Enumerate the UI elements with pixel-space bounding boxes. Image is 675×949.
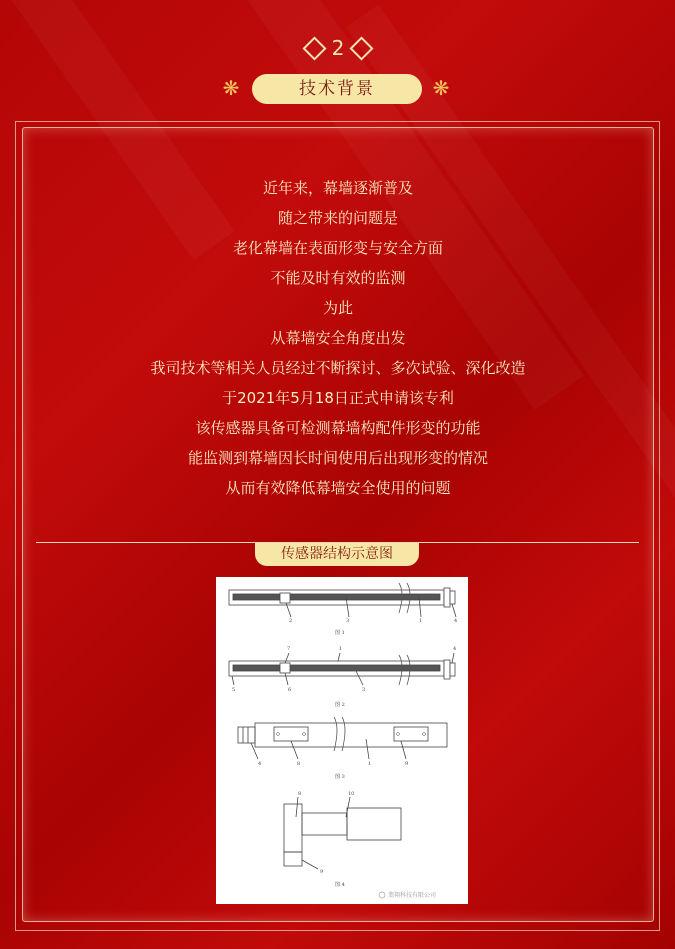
svg-text:8: 8 <box>298 791 302 797</box>
fig-label-2: 图 2 <box>335 702 345 708</box>
left-diamond-ornament <box>302 36 326 60</box>
svg-text:4: 4 <box>454 618 458 624</box>
fig-label-4: 图 4 <box>335 882 345 888</box>
body-line: 于2021年5月18日正式申请该专利 <box>222 389 454 407</box>
right-diamond-ornament <box>349 36 373 60</box>
svg-text:4: 4 <box>453 646 457 652</box>
body-line: 为此 <box>322 299 353 317</box>
body-line: 近年来，幕墙逐渐普及 <box>262 179 413 197</box>
left-flower-icon: ❋ <box>222 76 240 100</box>
svg-text:2: 2 <box>289 618 293 624</box>
body-line: 该传感器具备可检测幕墙构配件形变的功能 <box>195 419 481 437</box>
body-line: 从而有效降低幕墙安全使用的问题 <box>225 479 451 497</box>
figure-caption: 传感器结构示意图 <box>255 543 419 566</box>
svg-text:4: 4 <box>258 761 262 767</box>
svg-text:9: 9 <box>320 869 324 875</box>
watermark-text: 翡翔科技有限公司 <box>388 892 437 899</box>
fig-label-1: 图 1 <box>335 630 345 636</box>
svg-text:8: 8 <box>297 761 301 767</box>
svg-text:1: 1 <box>368 761 372 767</box>
body-text <box>22 173 654 503</box>
body-line: 不能及时有效的监测 <box>270 269 406 287</box>
svg-text:1: 1 <box>339 646 343 652</box>
body-line: 能监测到幕墙因长时间使用后出现形变的情况 <box>187 449 488 467</box>
sensor-structure-diagram <box>216 577 468 904</box>
svg-text:3: 3 <box>362 687 366 693</box>
svg-text:1: 1 <box>419 618 423 624</box>
body-line: 老化幕墙在表面形变与安全方面 <box>232 239 443 257</box>
svg-text:3: 3 <box>346 618 350 624</box>
section-number: 2 <box>331 36 345 60</box>
section-number-badge <box>300 36 376 62</box>
svg-text:6: 6 <box>288 687 292 693</box>
svg-text:10: 10 <box>348 791 355 797</box>
body-line: 从幕墙安全角度出发 <box>270 329 406 347</box>
svg-text:5: 5 <box>232 687 236 693</box>
body-line: 随之带来的问题是 <box>277 209 398 227</box>
body-line: 我司技术等相关人员经过不断探讨、多次试验、深化改造 <box>150 359 526 377</box>
section-title-row <box>220 74 455 106</box>
fig-label-3: 图 3 <box>335 774 345 780</box>
svg-text:9: 9 <box>405 761 409 767</box>
right-flower-icon: ❋ <box>432 76 450 100</box>
section-title: 技术背景 <box>252 74 422 104</box>
svg-text:7: 7 <box>287 646 291 652</box>
